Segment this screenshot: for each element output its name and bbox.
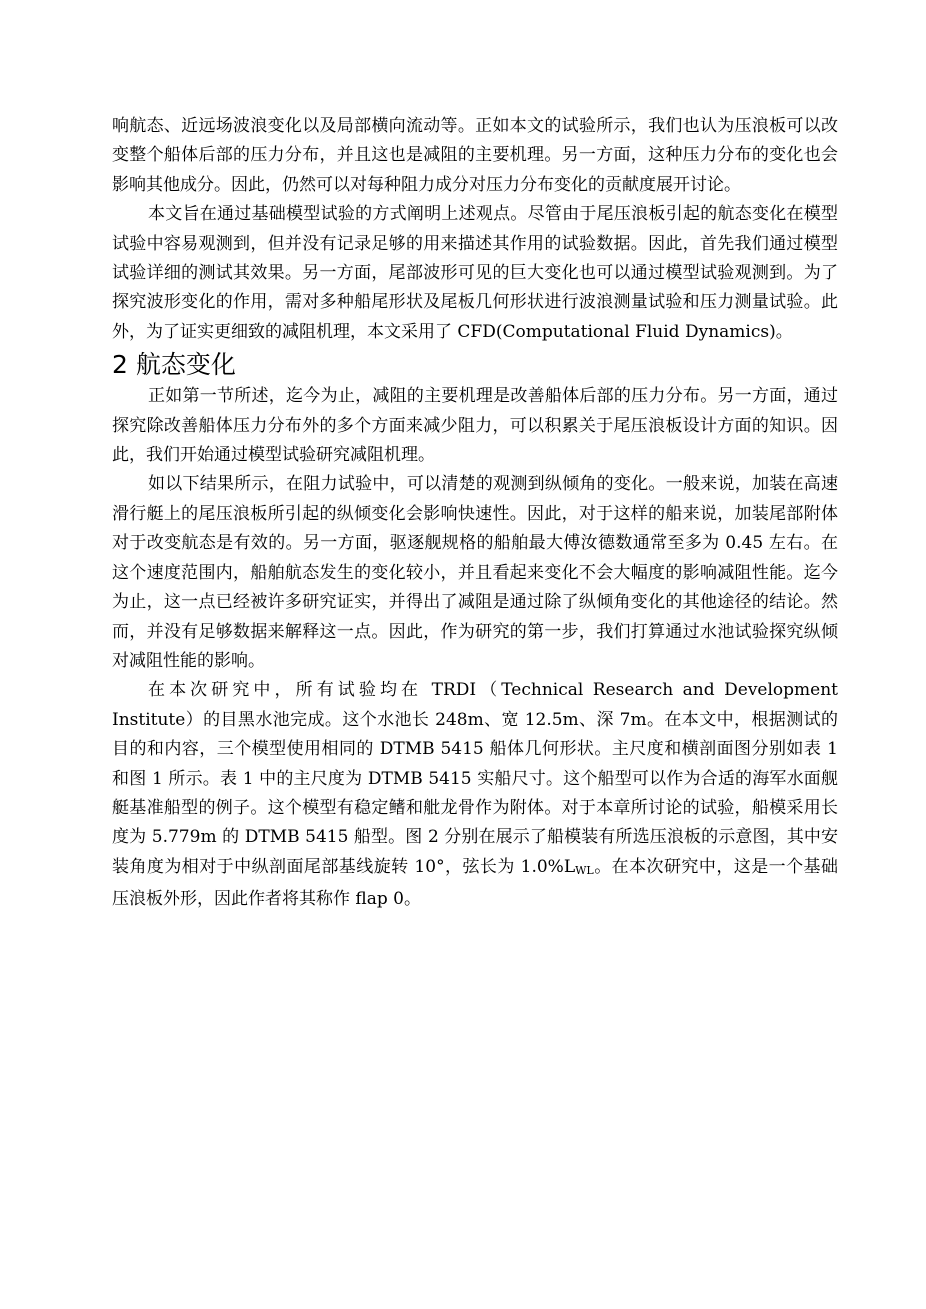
paragraph-continued: 响航态、近远场波浪变化以及局部横向流动等。正如本文的试验所示，我们也认为压浪板可以改变整个船体后部的压力分布，并且这也是减阻的主要机理。另一方面，这种压力分布的变化也会影响其他成分。因此，仍然可以对每种阻力成分对压力分布变化的贡献度展开讨论。 bbox=[112, 116, 838, 195]
paragraph-trim-change: 如以下结果所示，在阻力试验中，可以清楚的观测到纵倾角的变化。一般来说，加装在高速滑行艇上的尾压浪板所引起的纵倾变化会影响快速性。因此，对于这样的船来说，加装尾部附体对于改变航态是有效的。另一方面，驱逐舰规格的船舶最大傅汝德数通常至多为 0.45 左右。在这个速度范围内，船舶航态发生的变化较小，并且看起来变化不会大幅度的影响减阻性能。迄今为止，这一点已经被许多研究证实，并得出了减阻是通过除了纵倾角变化的其他途径的结论。然而，并没有足够数据来解释这一点。因此，作为研究的第一步，我们打算通过水池试验探究纵倾对减阻性能的影响。 bbox=[112, 474, 838, 671]
paragraph-mechanism: 正如第一节所述，迄今为止，减阻的主要机理是改善船体后部的压力分布。另一方面，通过探究除改善船体压力分布外的多个方面来减少阻力，可以积累关于尾压浪板设计方面的知识。因此，我们开始通过模型试验研究减阻机理。 bbox=[112, 386, 838, 466]
experiment-text: 在本次研究中，所有试验均在 TRDI（Technical Research and Development Institute）的目黑水池完成。这个水池长 248m、宽 12.5m、深 7m。在本文中，根据测试的目的和内容，三个模型使用相同的 DTMB 5415 船体几何形状。主尺度和横剖面图分别如表 1 和图 1 所示。表 1 中的主尺度为 DTMB 5415 实船尺寸。这个船型可以作为合适的海军水面舰艇基准船型的例子。这个模型有稳定鳍和舭龙骨作为附体。对于本章所讨论的试验，船模采用长度为 5.779m 的 DTMB 5415 船型。图 2 分别在展示了船模装有所选压浪板的示意图，其中安装角度为相对于中纵剖面尾部基线旋转 10°，弦长为 1.0%L bbox=[112, 680, 838, 877]
section-heading: 2 航态变化 bbox=[112, 350, 236, 380]
experiment-text-tail: 。在本次研究中，这是一个基础压浪板外形，因此作者将其称作 flap 0。 bbox=[112, 856, 838, 910]
document-body bbox=[112, 112, 838, 915]
subscript-wl: WL bbox=[575, 863, 594, 877]
paragraph-purpose: 本文旨在通过基础模型试验的方式阐明上述观点。尽管由于尾压浪板引起的航态变化在模型试验中容易观测到，但并没有记录足够的用来描述其作用的试验数据。因此，首先我们通过模型试验详细的测试其效果。另一方面，尾部波形可见的巨大变化也可以通过模型试验观测到。为了探究波形变化的作用，需对多种船尾形状及尾板几何形状进行波浪测量试验和压力测量试验。此外，为了证实更细致的减阻机理，本文采用了 CFD(Computational Fluid Dynamics)。 bbox=[112, 204, 838, 342]
paragraph-experiment-setup bbox=[112, 676, 838, 914]
